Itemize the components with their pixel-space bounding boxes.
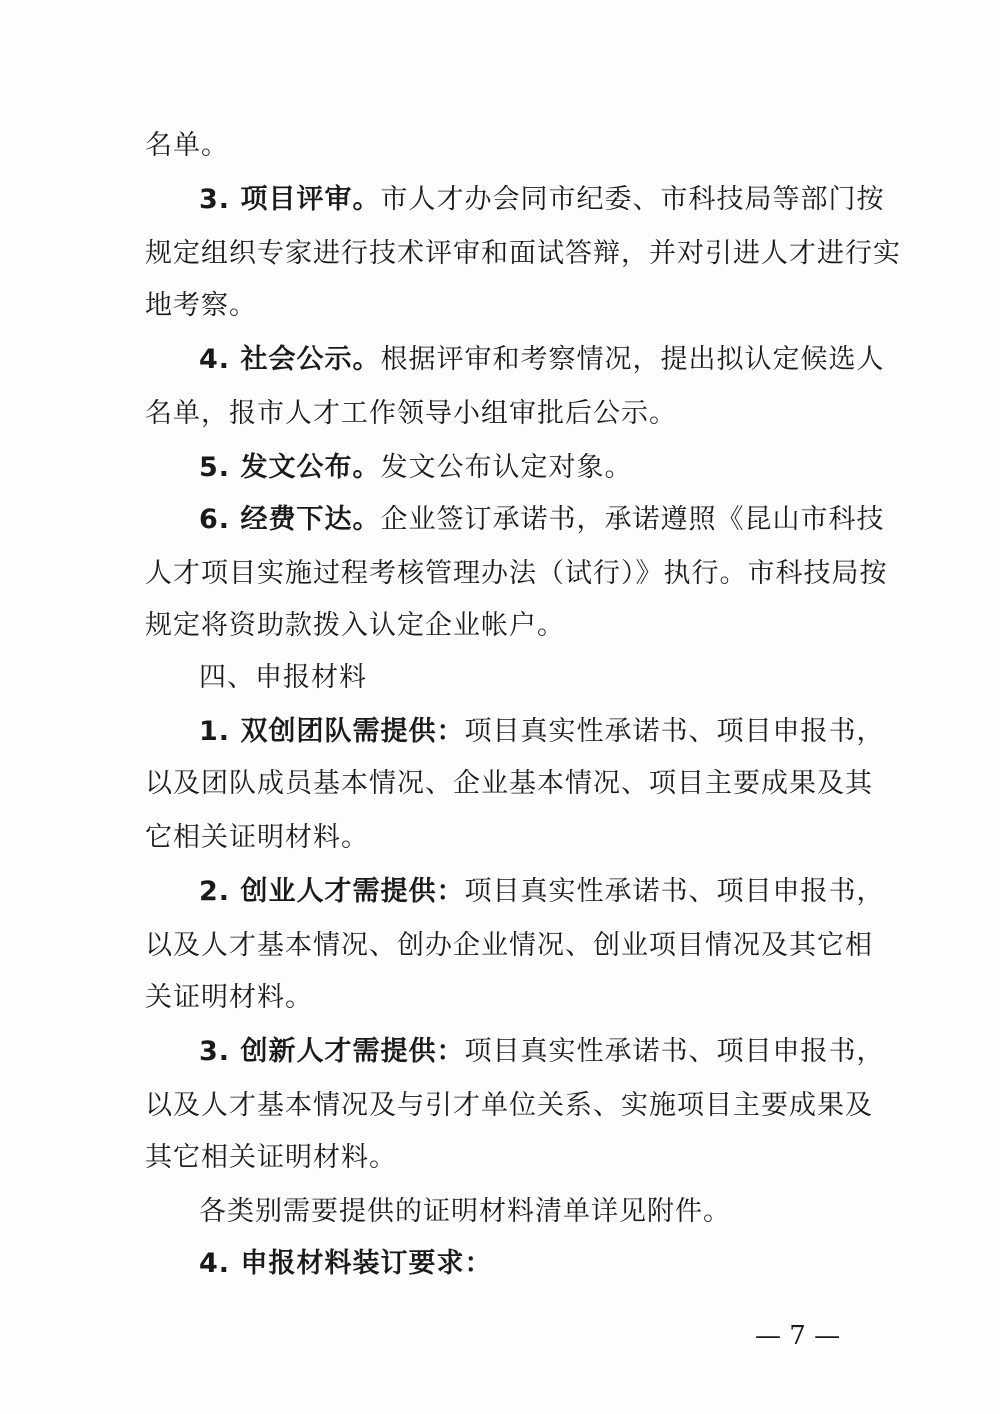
paragraph-text: 企业签订承诺书，承诺遵照《昆山市科技 bbox=[380, 504, 885, 535]
paragraph-line: 以及人才基本情况、创办企业情况、创业项目情况及其它相 bbox=[145, 930, 873, 961]
paragraph-lead: 6. 经费下达。 bbox=[199, 504, 381, 535]
paragraph-line: 地考察。 bbox=[145, 290, 257, 321]
paragraph-project-review bbox=[145, 180, 885, 220]
paragraph-lead: 3. 项目评审。 bbox=[199, 184, 381, 215]
paragraph-text: 项目真实性承诺书、项目申报书， bbox=[464, 1036, 885, 1067]
paragraph-line: 以及团队成员基本情况、企业基本情况、项目主要成果及其 bbox=[145, 768, 873, 799]
paragraph-line: 关证明材料。 bbox=[145, 982, 313, 1013]
paragraph-lead: 1. 双创团队需提供： bbox=[199, 716, 465, 747]
paragraph-materials-entrepreneur bbox=[145, 872, 885, 912]
paragraph-materials-innovator bbox=[145, 1032, 885, 1072]
paragraph-line: 名单。 bbox=[145, 130, 229, 161]
paragraph-text: 项目真实性承诺书、项目申报书， bbox=[464, 876, 885, 907]
paragraph-lead: 5. 发文公布。 bbox=[199, 452, 381, 483]
paragraph-text: 市人才办会同市纪委、市科技局等部门按 bbox=[380, 184, 885, 215]
paragraph-note: 各类别需要提供的证明材料清单详见附件。 bbox=[199, 1196, 731, 1227]
paragraph-line: 人才项目实施过程考核管理办法（试行）》执行。市科技局按 bbox=[145, 558, 888, 589]
paragraph-line: 其它相关证明材料。 bbox=[145, 1142, 397, 1173]
paragraph-line: 以及人才基本情况及与引才单位关系、实施项目主要成果及 bbox=[145, 1090, 873, 1121]
paragraph-binding-requirements bbox=[145, 1244, 492, 1284]
paragraph-text: 发文公布认定对象。 bbox=[380, 452, 633, 483]
paragraph-line: 规定将资助款拨入认定企业帐户。 bbox=[145, 610, 565, 641]
paragraph-public-notice bbox=[145, 340, 885, 380]
paragraph-lead: 4. 申报材料装订要求： bbox=[199, 1248, 493, 1279]
paragraph-publish bbox=[145, 448, 632, 488]
paragraph-text: 根据评审和考察情况，提出拟认定候选人 bbox=[380, 344, 885, 375]
paragraph-line: 名单，报市人才工作领导小组审批后公示。 bbox=[145, 398, 677, 429]
paragraph-lead: 2. 创业人才需提供： bbox=[199, 876, 465, 907]
paragraph-funding bbox=[145, 500, 885, 540]
paragraph-materials-team bbox=[145, 712, 885, 752]
paragraph-text: 项目真实性承诺书、项目申报书， bbox=[464, 716, 885, 747]
section-heading: 四、申报材料 bbox=[199, 662, 367, 693]
page-number: — 7 — bbox=[755, 1321, 841, 1351]
paragraph-lead: 4. 社会公示。 bbox=[199, 344, 381, 375]
paragraph-lead: 3. 创新人才需提供： bbox=[199, 1036, 465, 1067]
paragraph-line: 它相关证明材料。 bbox=[145, 822, 369, 853]
paragraph-line: 规定组织专家进行技术评审和面试答辩，并对引进人才进行实 bbox=[145, 238, 901, 269]
